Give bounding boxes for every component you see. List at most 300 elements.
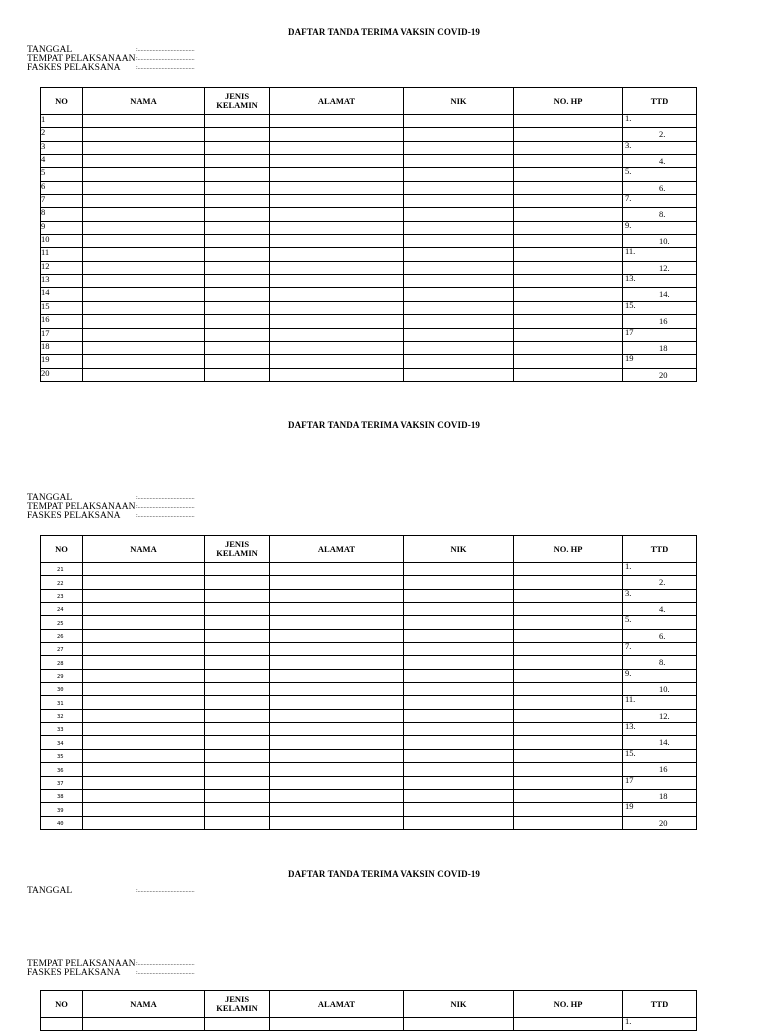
- field-tanggal: TANGGAL :......................................: [27, 493, 195, 503]
- row-number: 36: [41, 763, 83, 776]
- table-row: [41, 275, 697, 288]
- row-number: 15: [41, 301, 83, 314]
- col-alamat-cell: [270, 669, 404, 682]
- col-nama-cell: [83, 709, 205, 722]
- signature-number: 1.: [625, 114, 632, 123]
- col-no-hp-cell: [514, 736, 623, 749]
- col-alamat-cell: [270, 328, 404, 341]
- col-no-hp-header: NO. HP: [514, 88, 623, 115]
- col-alamat-cell: [270, 643, 404, 656]
- signature-number: 19: [625, 354, 634, 364]
- signature-number: 15.: [625, 749, 636, 758]
- col-nik-cell: [404, 709, 514, 722]
- col-nama-cell: [83, 816, 205, 829]
- table-row: [41, 576, 697, 589]
- col-nik-cell: [404, 128, 514, 141]
- table-row: [41, 683, 697, 696]
- col-jenis-kelamin-cell: [205, 683, 270, 696]
- table-row: [41, 235, 697, 248]
- col-alamat-cell: [270, 803, 404, 816]
- col-jenis-kelamin-header: JENIS KELAMIN: [205, 991, 270, 1018]
- signature-cell: [623, 789, 697, 802]
- col-jenis-kelamin-cell: [205, 776, 270, 789]
- col-nik-cell: [404, 221, 514, 234]
- table-row: [41, 128, 697, 141]
- col-nik-cell: [404, 248, 514, 261]
- signature-number: 16: [659, 764, 668, 775]
- col-alamat-cell: [270, 576, 404, 589]
- field-tanggal: TANGGAL :......................................: [27, 45, 195, 55]
- row-number: 10: [41, 235, 83, 248]
- form-title: DAFTAR TANDA TERIMA VAKSIN COVID-19: [287, 420, 481, 430]
- col-nama-cell: [83, 128, 205, 141]
- signature-cell: [623, 803, 697, 816]
- col-ttd-header: TTD: [623, 88, 697, 115]
- signature-number: 7.: [625, 642, 632, 652]
- col-alamat-cell: [270, 115, 404, 128]
- col-jenis-kelamin-cell: [205, 563, 270, 576]
- col-nik-cell: [404, 589, 514, 602]
- row-number: 23: [41, 589, 83, 602]
- table-row: [41, 736, 697, 749]
- col-alamat-cell: [270, 656, 404, 669]
- signature-cell: [623, 248, 697, 261]
- col-alamat-cell: [270, 208, 404, 221]
- signature-number: 17: [625, 776, 634, 785]
- col-jenis-kelamin-cell: [205, 589, 270, 602]
- table-row: [41, 789, 697, 802]
- col-nama-cell: [83, 195, 205, 208]
- col-no-hp-header: NO. HP: [514, 991, 623, 1018]
- signature-number: 10.: [659, 684, 670, 695]
- col-nama-cell: [83, 736, 205, 749]
- col-no-hp-cell: [514, 221, 623, 234]
- col-nama-cell: [83, 141, 205, 154]
- signature-number: 12.: [659, 710, 670, 721]
- row-number: 7: [41, 195, 83, 208]
- col-no-hp-cell: [514, 789, 623, 802]
- signature-number: 6.: [659, 182, 666, 193]
- signature-cell: [623, 315, 697, 328]
- signature-number: 1.: [625, 1017, 632, 1026]
- col-jenis-kelamin-header: JENIS KELAMIN: [205, 88, 270, 115]
- col-jenis-kelamin-header: JENIS KELAMIN: [205, 536, 270, 563]
- col-nik-cell: [404, 275, 514, 288]
- signature-cell: [623, 749, 697, 762]
- signature-number: 5.: [625, 615, 632, 625]
- col-jenis-kelamin-cell: [205, 749, 270, 762]
- col-alamat-cell: [270, 301, 404, 314]
- col-nama-cell: [83, 563, 205, 576]
- col-nik-cell: [404, 603, 514, 616]
- col-nik-cell: [404, 749, 514, 762]
- signature-cell: [623, 155, 697, 168]
- signature-number: 5.: [625, 167, 632, 177]
- row-number: 33: [41, 723, 83, 736]
- table-header-row: [41, 88, 697, 115]
- col-jenis-kelamin-cell: [205, 235, 270, 248]
- row-number: 34: [41, 736, 83, 749]
- col-no-hp-cell: [514, 803, 623, 816]
- col-no-hp-cell: [514, 315, 623, 328]
- signature-cell: [623, 195, 697, 208]
- col-nama-cell: [83, 115, 205, 128]
- col-jenis-kelamin-cell: [205, 709, 270, 722]
- signature-cell: [623, 128, 697, 141]
- row-number: 29: [41, 669, 83, 682]
- signature-cell: [623, 603, 697, 616]
- col-jenis-kelamin-cell: [205, 763, 270, 776]
- row-number: 14: [41, 288, 83, 301]
- col-nama-cell: [83, 181, 205, 194]
- col-nik-cell: [404, 563, 514, 576]
- col-nik-cell: [404, 576, 514, 589]
- signature-cell: [623, 275, 697, 288]
- field-faskes: FASKES PELAKSANA :......................................: [27, 968, 195, 978]
- col-no-hp-cell: [514, 683, 623, 696]
- form-title: DAFTAR TANDA TERIMA VAKSIN COVID-19: [287, 869, 481, 879]
- col-alamat-cell: [270, 128, 404, 141]
- row-number: 27: [41, 643, 83, 656]
- col-nama-cell: [83, 315, 205, 328]
- col-jenis-kelamin-cell: [205, 643, 270, 656]
- table-row: [41, 616, 697, 629]
- col-no-hp-cell: [514, 261, 623, 274]
- row-number: 40: [41, 816, 83, 829]
- signature-cell: [623, 763, 697, 776]
- form-meta: [27, 46, 195, 73]
- col-nik-cell: [404, 168, 514, 181]
- col-nama-cell: [83, 629, 205, 642]
- table-row: [41, 355, 697, 368]
- col-alamat-header: ALAMAT: [270, 88, 404, 115]
- col-ttd-header: TTD: [623, 991, 697, 1018]
- col-no-hp-cell: [514, 195, 623, 208]
- form-meta-tanggal: [27, 887, 195, 896]
- col-nama-cell: [83, 616, 205, 629]
- table-row: [41, 643, 697, 656]
- signature-number: 14.: [659, 289, 670, 300]
- col-jenis-kelamin-cell: [205, 195, 270, 208]
- col-nama-cell: [83, 355, 205, 368]
- signature-number: 2.: [659, 577, 666, 588]
- signature-cell: [623, 643, 697, 656]
- col-nik-cell: [404, 736, 514, 749]
- table-row: [41, 261, 697, 274]
- signature-number: 16: [659, 316, 668, 327]
- table-row: [41, 803, 697, 816]
- col-jenis-kelamin-cell: [205, 301, 270, 314]
- col-jenis-kelamin-cell: [205, 669, 270, 682]
- col-no-hp-cell: [514, 643, 623, 656]
- col-no-hp-cell: [514, 168, 623, 181]
- signature-number: 13.: [625, 722, 636, 732]
- col-no-hp-cell: [514, 603, 623, 616]
- col-nik-cell: [404, 288, 514, 301]
- col-no-hp-cell: [514, 368, 623, 381]
- signature-cell: [623, 816, 697, 829]
- row-number: 5: [41, 168, 83, 181]
- signature-cell: [623, 669, 697, 682]
- col-ttd-header: TTD: [623, 536, 697, 563]
- col-jenis-kelamin-cell: [205, 789, 270, 802]
- col-nik-cell: [404, 208, 514, 221]
- col-nama-cell: [83, 723, 205, 736]
- col-nik-cell: [404, 315, 514, 328]
- col-jenis-kelamin-cell: [205, 115, 270, 128]
- signature-number: 20: [659, 369, 668, 380]
- table-row: [41, 816, 697, 829]
- col-nik-cell: [404, 368, 514, 381]
- signature-cell: [623, 168, 697, 181]
- col-alamat-cell: [270, 603, 404, 616]
- col-no-hp-cell: [514, 301, 623, 314]
- row-number: 1: [41, 115, 83, 128]
- row-number: 13: [41, 275, 83, 288]
- table-row: [41, 168, 697, 181]
- signature-cell: [623, 696, 697, 709]
- col-nik-cell: [404, 301, 514, 314]
- col-nama-cell: [83, 168, 205, 181]
- vaccine-table: [40, 990, 697, 1031]
- col-nama-header: NAMA: [83, 88, 205, 115]
- col-alamat-cell: [270, 275, 404, 288]
- table-row: [41, 696, 697, 709]
- col-no-hp-cell: [514, 763, 623, 776]
- col-no-hp-cell: [514, 816, 623, 829]
- signature-number: 11.: [625, 247, 636, 257]
- col-alamat-header: ALAMAT: [270, 991, 404, 1018]
- col-nik-cell: [404, 355, 514, 368]
- table-row: [41, 709, 697, 722]
- col-alamat-cell: [270, 723, 404, 736]
- row-number: 3: [41, 141, 83, 154]
- signature-number: 14.: [659, 737, 670, 748]
- table-row: [41, 656, 697, 669]
- col-no-hp-cell: [514, 275, 623, 288]
- col-no-header: NO: [41, 991, 83, 1018]
- col-no-hp-cell: [514, 115, 623, 128]
- col-jenis-kelamin-cell: [205, 208, 270, 221]
- col-nik-cell: [404, 115, 514, 128]
- col-nik-cell: [404, 195, 514, 208]
- row-number: 16: [41, 315, 83, 328]
- table-row: [41, 776, 697, 789]
- col-no-hp-cell: [514, 141, 623, 154]
- col-alamat-cell: [270, 141, 404, 154]
- table-row: [41, 328, 697, 341]
- signature-number: 8.: [659, 209, 666, 220]
- col-nama-header: NAMA: [83, 536, 205, 563]
- col-jenis-kelamin-cell: [205, 1018, 270, 1031]
- signature-number: 17: [625, 328, 634, 337]
- signature-cell: [623, 576, 697, 589]
- col-no-hp-cell: [514, 723, 623, 736]
- col-no-hp-cell: [514, 355, 623, 368]
- col-jenis-kelamin-cell: [205, 696, 270, 709]
- table-row: [41, 208, 697, 221]
- col-alamat-cell: [270, 168, 404, 181]
- signature-number: 9.: [625, 669, 632, 678]
- col-alamat-cell: [270, 315, 404, 328]
- col-alamat-cell: [270, 235, 404, 248]
- col-alamat-cell: [270, 776, 404, 789]
- signature-number: 19: [625, 802, 634, 812]
- col-nik-cell: [404, 683, 514, 696]
- row-number: 38: [41, 789, 83, 802]
- col-alamat-cell: [270, 155, 404, 168]
- col-nama-cell: [83, 368, 205, 381]
- row-number: 19: [41, 355, 83, 368]
- col-no-hp-cell: [514, 776, 623, 789]
- table-row: [41, 181, 697, 194]
- col-nama-cell: [83, 603, 205, 616]
- col-nik-header: NIK: [404, 88, 514, 115]
- col-nama-cell: [83, 275, 205, 288]
- row-number: 39: [41, 803, 83, 816]
- row-number: 20: [41, 368, 83, 381]
- col-alamat-cell: [270, 261, 404, 274]
- col-jenis-kelamin-cell: [205, 288, 270, 301]
- col-alamat-cell: [270, 749, 404, 762]
- signature-cell: [623, 341, 697, 354]
- signature-cell: [623, 181, 697, 194]
- col-nik-cell: [404, 155, 514, 168]
- signature-cell: [623, 709, 697, 722]
- col-alamat-cell: [270, 696, 404, 709]
- col-jenis-kelamin-cell: [205, 328, 270, 341]
- col-jenis-kelamin-cell: [205, 736, 270, 749]
- col-nama-cell: [83, 328, 205, 341]
- col-jenis-kelamin-cell: [205, 603, 270, 616]
- col-nama-cell: [83, 643, 205, 656]
- col-nama-cell: [83, 749, 205, 762]
- col-nik-cell: [404, 341, 514, 354]
- col-nama-cell: [83, 341, 205, 354]
- col-nama-cell: [83, 208, 205, 221]
- table-row: [41, 563, 697, 576]
- table-row: [41, 195, 697, 208]
- col-nama-cell: [83, 669, 205, 682]
- col-no-hp-cell: [514, 696, 623, 709]
- col-nama-cell: [83, 221, 205, 234]
- signature-number: 12.: [659, 262, 670, 273]
- table-row: [41, 589, 697, 602]
- signature-cell: [623, 1018, 697, 1031]
- col-nik-cell: [404, 763, 514, 776]
- col-no-hp-cell: [514, 629, 623, 642]
- col-no-hp-cell: [514, 181, 623, 194]
- col-jenis-kelamin-cell: [205, 315, 270, 328]
- col-no-hp-cell: [514, 656, 623, 669]
- col-no-hp-cell: [514, 128, 623, 141]
- col-no-hp-cell: [514, 288, 623, 301]
- col-no-hp-cell: [514, 155, 623, 168]
- col-nik-cell: [404, 723, 514, 736]
- col-nik-cell: [404, 328, 514, 341]
- signature-number: 8.: [659, 657, 666, 668]
- row-number: 8: [41, 208, 83, 221]
- signature-cell: [623, 776, 697, 789]
- col-nama-cell: [83, 248, 205, 261]
- col-jenis-kelamin-cell: [205, 368, 270, 381]
- col-nama-cell: [83, 789, 205, 802]
- signature-cell: [623, 368, 697, 381]
- col-alamat-cell: [270, 1018, 404, 1031]
- table-row: [41, 221, 697, 234]
- col-alamat-cell: [270, 736, 404, 749]
- col-no-hp-header: NO. HP: [514, 536, 623, 563]
- col-alamat-cell: [270, 288, 404, 301]
- col-nik-cell: [404, 656, 514, 669]
- col-no-header: NO: [41, 536, 83, 563]
- table-row: [41, 763, 697, 776]
- col-nik-cell: [404, 261, 514, 274]
- signature-cell: [623, 208, 697, 221]
- col-jenis-kelamin-cell: [205, 168, 270, 181]
- col-alamat-cell: [270, 181, 404, 194]
- col-alamat-cell: [270, 763, 404, 776]
- col-alamat-header: ALAMAT: [270, 536, 404, 563]
- col-jenis-kelamin-cell: [205, 341, 270, 354]
- signature-cell: [623, 221, 697, 234]
- col-nama-cell: [83, 1018, 205, 1031]
- col-no-hp-cell: [514, 328, 623, 341]
- table-row: [41, 141, 697, 154]
- signature-number: 20: [659, 817, 668, 828]
- col-jenis-kelamin-cell: [205, 816, 270, 829]
- field-faskes: FASKES PELAKSANA :......................................: [27, 63, 195, 73]
- signature-number: 6.: [659, 630, 666, 641]
- col-jenis-kelamin-cell: [205, 576, 270, 589]
- col-alamat-cell: [270, 355, 404, 368]
- col-alamat-cell: [270, 629, 404, 642]
- signature-cell: [623, 235, 697, 248]
- col-no-hp-cell: [514, 563, 623, 576]
- col-no-hp-cell: [514, 248, 623, 261]
- signature-number: 18: [659, 342, 668, 353]
- table-row: [41, 301, 697, 314]
- row-number: 2: [41, 128, 83, 141]
- col-alamat-cell: [270, 709, 404, 722]
- col-alamat-cell: [270, 563, 404, 576]
- table-row: [41, 749, 697, 762]
- signature-cell: [623, 736, 697, 749]
- signature-number: 3.: [625, 141, 632, 150]
- col-nik-header: NIK: [404, 991, 514, 1018]
- field-tempat: TEMPAT PELAKSANAAN:......................................: [27, 959, 195, 969]
- form-meta: [27, 494, 195, 521]
- col-no-hp-cell: [514, 749, 623, 762]
- col-nik-cell: [404, 235, 514, 248]
- row-number: 35: [41, 749, 83, 762]
- table-row: [41, 248, 697, 261]
- col-nama-cell: [83, 261, 205, 274]
- table-row: [41, 723, 697, 736]
- row-number: 12: [41, 261, 83, 274]
- field-tanggal: TANGGAL :......................................: [27, 886, 195, 896]
- table-row: [41, 115, 697, 128]
- row-number: 11: [41, 248, 83, 261]
- vaccine-table: [40, 535, 697, 830]
- col-alamat-cell: [270, 789, 404, 802]
- row-number: 24: [41, 603, 83, 616]
- col-no-hp-cell: [514, 576, 623, 589]
- row-number: 17: [41, 328, 83, 341]
- col-no-hp-cell: [514, 1018, 623, 1031]
- col-jenis-kelamin-cell: [205, 128, 270, 141]
- col-nama-cell: [83, 589, 205, 602]
